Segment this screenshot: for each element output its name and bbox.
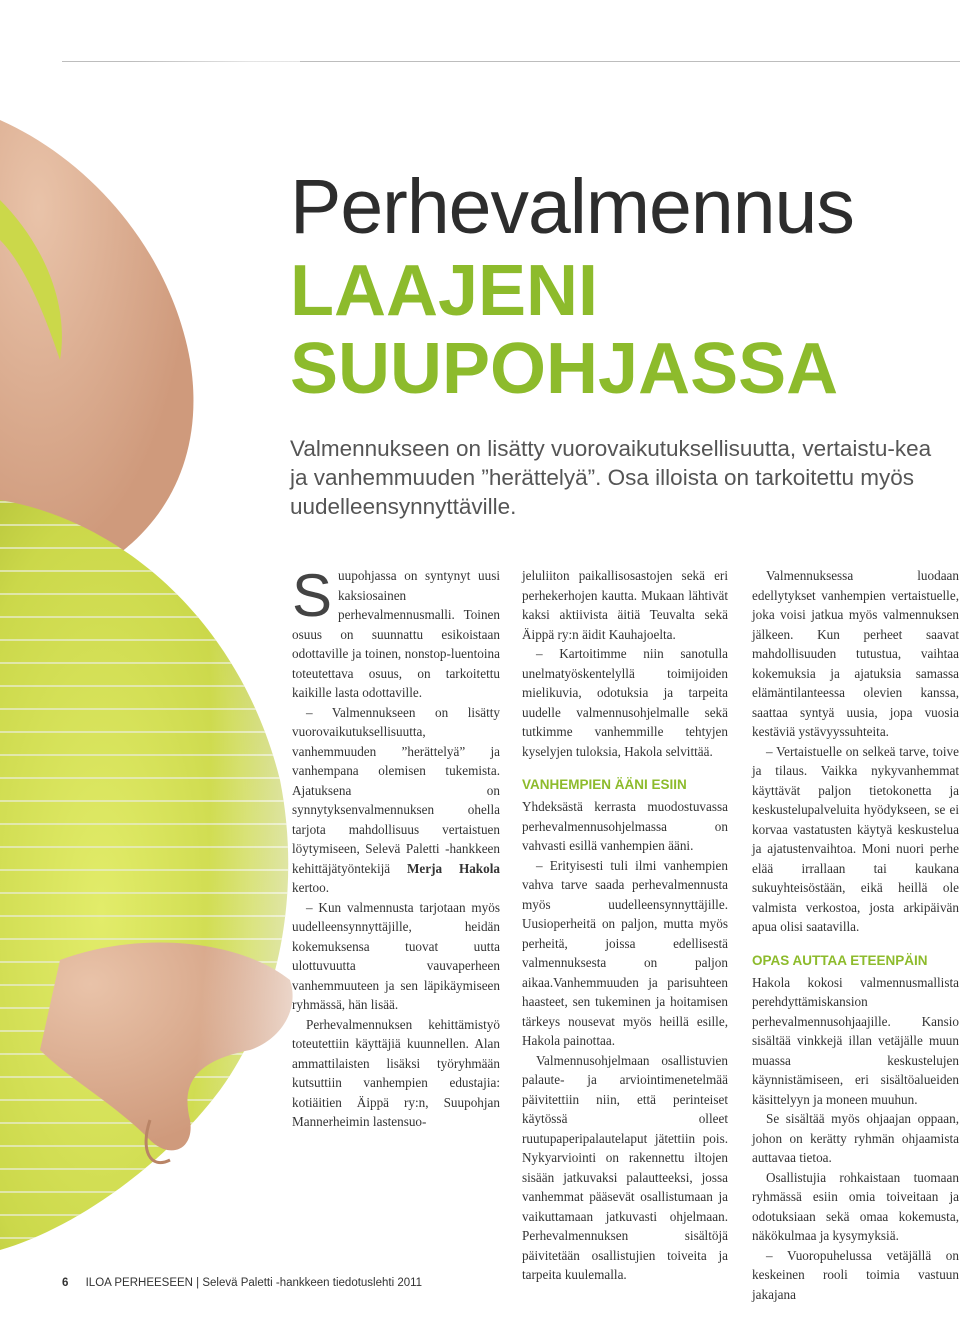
col3-paragraph-6: – Vuoropuhelussa vetäjällä on keskeinen rooli toimia vastuun jakajana bbox=[752, 1247, 959, 1302]
article-column-1 bbox=[292, 562, 500, 1132]
quoted-person-name: Merja Hakola bbox=[406, 860, 500, 876]
headline bbox=[290, 164, 950, 409]
headline-line-2: LAAJENI bbox=[290, 251, 599, 331]
col3-paragraph-5: Osallistujia rohkaistaan tuomaan ryhmässä esiin omia toiveitaan ja odotuksiaan sekä omaa kokemusta, näkökulmaa ja kysymyksiä. bbox=[752, 1169, 959, 1243]
col2-paragraph-5: Valmennusohjelmaan osallistuvien palaute- ja arviointimenetelmää päivitettiin niin, että perinteiset käytössä olleet ruutupaperipalautelaput jätettiin pois. Nykyarviointi on rakennettu iltojen sisään jatkuvaksi palautteeksi, jossa vanhemmat pääsevät osallistumaan ja vaikuttamaan jatkuvasti ohjelmaan. Perhevalmennuksen sisältöjä päivitetään osallistujien toiveita ja tarpeita kuulemalla. bbox=[522, 1052, 728, 1282]
subheading-vanhempien: VANHEMPIEN ÄÄNI ESIIN bbox=[522, 777, 687, 792]
col2-paragraph-4: – Erityisesti tuli ilmi vanhempien vahva tarve saada perhevalmennusta myös uudelleensynnyttäjille. Uusioperheitä on paljon, mutta myös perheitä, joissa edellisestä valmennuksesta on paljon aikaa.Vanhemmuuden ja parisuhteen haasteet, sen tukeminen ja hoitamisen tärkeys nousevat myös heillä esille, Hakola painottaa. bbox=[522, 857, 728, 1048]
page-footer bbox=[62, 1277, 422, 1289]
col1-paragraph-1: uupohjassa on syntynyt uusi kaksiosainen perhevalmennusmalli. Toinen osuus on suunnattu esikoistaan odottaville ja toinen, nonstop-luentoina toteutettava osuus, on tarkoitettu kaikille lasta odottaville. bbox=[292, 568, 500, 700]
col2-paragraph-3: Yhdeksästä kerrasta muodostuvassa perhevalmennusohjelmassa on vahvasti esillä vanhempien ääni. bbox=[522, 799, 728, 853]
pregnant-belly-photo bbox=[0, 0, 300, 1250]
col2-paragraph-1: jeluliiton paikallisosastojen sekä eri perhekerhojen kautta. Mukaan lähtivät kaksi aktiivista äitiä Teuvalta sekä Äippä ry:n äidit Kauhajoelta. bbox=[522, 568, 728, 642]
col1-paragraph-2: – Valmennukseen on lisätty vuorovaikutuksellisuutta, vanhemmuuden ”herättelyä” ja vanhempana olemisen tukemista. Ajatuksena on synnytyksenvalmennuksen ohella tarjota mahdollisuus vertaistuen löytymiseen, Selevä Paletti -hankkeen kehittäjätyöntekijä bbox=[292, 704, 500, 876]
headline-line-1: Perhevalmennus bbox=[290, 164, 854, 250]
footer-text: ILOA PERHEESEEN | Selevä Paletti -hankkeen tiedotuslehti 2011 bbox=[85, 1277, 423, 1289]
article-column-2 bbox=[522, 566, 728, 1285]
subheading-opas: OPAS AUTTAA ETEENPÄIN bbox=[752, 952, 928, 968]
col1-paragraph-2-end: kertoo. bbox=[292, 880, 329, 895]
col3-paragraph-2: – Vertaistuelle on selkeä tarve, toive ja tilaus. Vaikka nykyvanhemmat käyttävät paljon tietokonetta ja keskustelupalveluita hyödykseen, se ei korvaa vastatusten käytyä keskustelua ja ajatustenvaihtoa. Moni nuori perhe elää irrallaan tai kaukana sukuyhteisöstään, eikä heillä ole valmista verkostoa, josta arkipäivän apua olisi saatavilla. bbox=[752, 743, 959, 934]
article-column-3 bbox=[752, 566, 959, 1304]
drop-cap: S bbox=[292, 562, 333, 629]
col3-paragraph-1: Valmennuksessa luodaan edellytykset vanhempien vertaistuelle, joka voisi jatkua myös valmennuksen jälkeen. Kun perheet saavat mahdollisuuden tutustua, vaihtaa kokemuksia ja ajatuksia samassa elämäntilanteessa olevien kanssa, saattaa syntyä uusia, jopa vuosia kestäviä ystävyyssuhteita. bbox=[752, 568, 959, 739]
col2-paragraph-2: – Kartoitimme niin sanotulla unelmatyöskentelyllä toimijoiden mielikuvia, odotuksia ja tarpeita uudelle valmennusohjelmalle sekä tutkimme vanhemmille tehtyjen kyselyjen tuloksia, Hakola selvittää. bbox=[522, 646, 728, 759]
col3-paragraph-4: Se sisältää myös ohjaajan oppaan, johon on kerätty ryhmän ohjaamista auttavaa tietoa. bbox=[752, 1111, 959, 1165]
col1-paragraph-4: Perhevalmennuksen kehittämistyö toteutettiin käyttäjiä kuunnellen. Alan ammattilaisten lisäksi työryhmään kutsuttiin vanhempien edustajia: kotiäitien Äippä ry:n, Suupohjan Mannerheimin lastensuo- bbox=[292, 1016, 500, 1129]
headline-line-3: SUUPOHJASSA bbox=[290, 329, 839, 409]
col1-paragraph-3: – Kun valmennusta tarjotaan myös uudelleensynnyttäjille, heidän kokemuksensa tuovat uutta ulottuvuutta vauvaperheen vanhemmuuteen ja sen läpikäymiseen ryhmässä, hän lisää. bbox=[292, 899, 500, 1012]
page-number: 6 bbox=[62, 1277, 69, 1289]
col3-paragraph-3: Hakola kokosi valmennusmallista perehdyttämiskansion perhevalmennusohjaajille. Kansio sisältää vinkkejä illan vetäjälle muun muassa keskustelujen käynnistämiseen, eri sisältöalueiden käsittelyyn ja moneen muuhun. bbox=[752, 974, 959, 1107]
lead-paragraph: Valmennukseen on lisätty vuorovaikutuksellisuutta, vertaistu-kea ja vanhemmuuden ”herättelyä”. Osa illoista on tarkoitettu myös uudelleensynnyttäville. bbox=[290, 436, 932, 519]
